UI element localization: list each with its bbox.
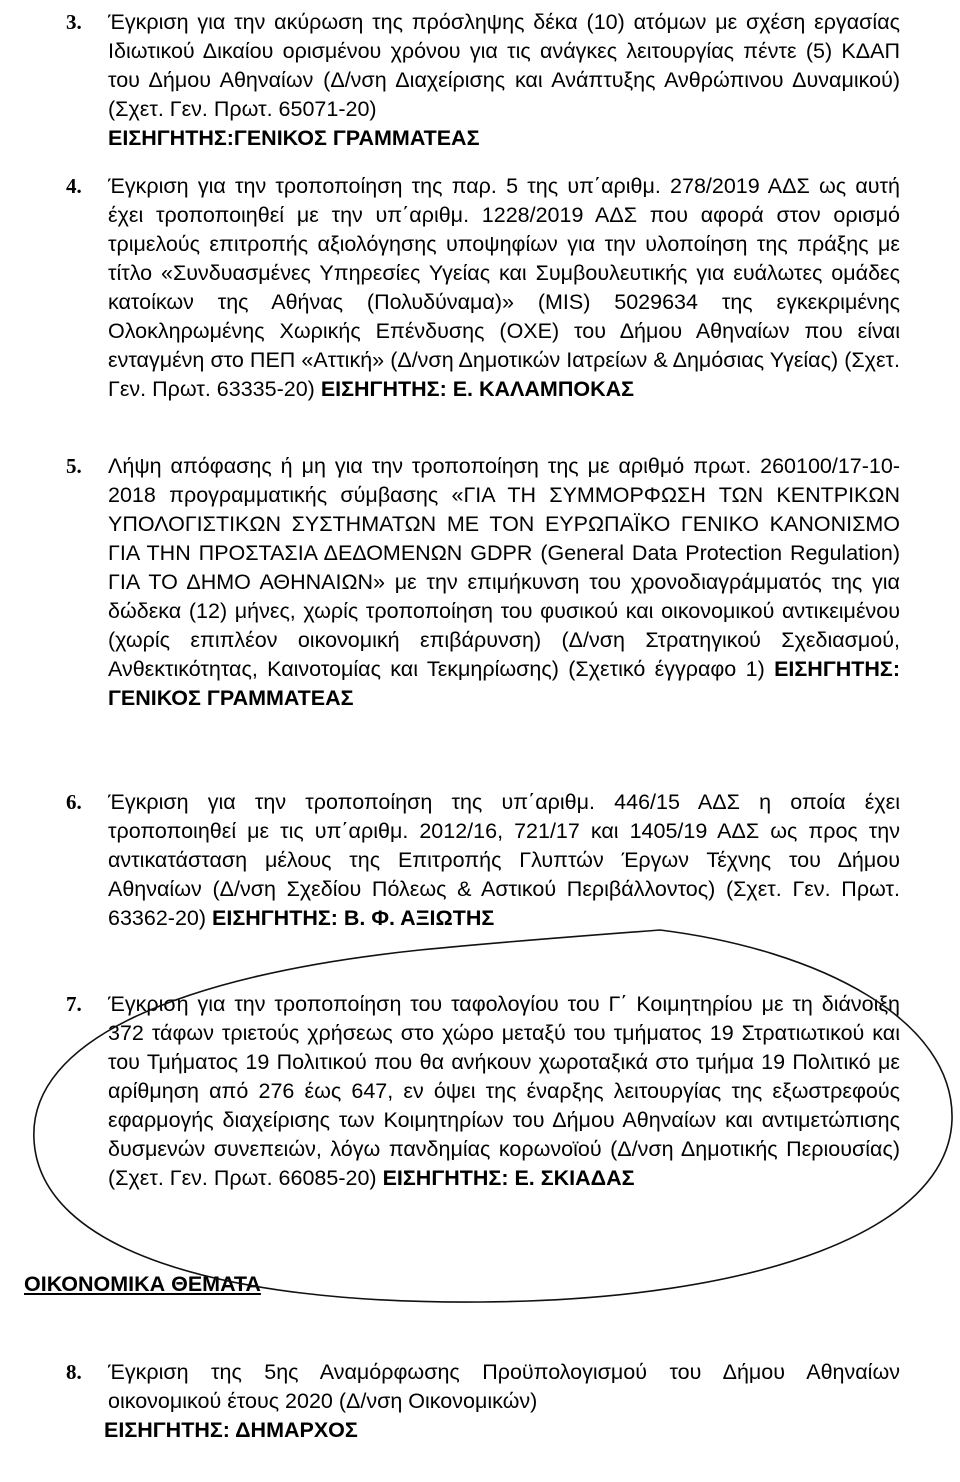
item-text: Έγκριση για την τροποποίηση του ταφολογίου του Γ΄ Κοιμητηρίου με τη διάνοιξη 372 τάφων τριετούς χρήσεως στο χώρο μεταξύ του τμήματος 19 Στρατιωτικού και του Τμήματος 19 Πολιτικού που θα ανήκουν χωροταξικά στο τμήμα 19 Πολιτικό με αρίθμηση από 276 έως 647, εν όψει της έναρξης λειτουργίας της εξωστρεφούς εφαρμογής διαχείρισης των Κοιμητηρίων του Δήμου Αθηναίων και αντιμετώπισης δυσμενών συνεπειών, λόγω πανδημίας κορωνοϊού (Δ/νση Δημοτικής Περιουσίας) (Σχετ. Γεν. Πρωτ. 66085-20) <box>108 992 900 1190</box>
item-rapporteur: ΕΙΣΗΓΗΤΗΣ: ΓΕΝΙΚΟΣ ΓΡΑΜΜΑΤΕΑΣ <box>108 657 900 710</box>
item-rapporteur: ΕΙΣΗΓΗΤΗΣ: Ε. ΣΚΙΑΔΑΣ <box>382 1166 635 1190</box>
item-body <box>108 990 900 1193</box>
item-rapporteur: ΕΙΣΗΓΗΤΗΣ: Β. Φ. ΑΞΙΩΤΗΣ <box>212 906 495 930</box>
agenda-item-3 <box>66 8 900 153</box>
item-rapporteur: ΕΙΣΗΓΗΤΗΣ:ΓΕΝΙΚΟΣ ΓΡΑΜΜΑΤΕΑΣ <box>108 126 480 150</box>
item-text: Έγκριση για την τροποποίηση της παρ. 5 της υπ΄αριθμ. 278/2019 ΑΔΣ ως αυτή έχει τροποποιηθεί με την υπ΄αριθμ. 1228/2019 ΑΔΣ που αφορά στον ορισμό τριμελούς επιτροπής αξιολόγησης υποψηφίων για την υλοποίηση της πράξης με τίτλο «Συνδυασμένες Υπηρεσίες Υγείας και Συμβουλευτικής για ευάλωτες ομάδες κατοίκων της Αθήνας (Πολυδύναμα)» (MIS) 5029634 της εγκεκριμένης Ολοκληρωμένης Χωρικής Επένδυσης (ΟΧΕ) του Δήμου Αθηναίων που είναι ενταγμένη στο ΠΕΠ «Αττική» (Δ/νση Δημοτικών Ιατρείων & Δημόσιας Υγείας) (Σχετ. Γεν. Πρωτ. 63335-20) <box>108 174 900 401</box>
item-body <box>108 8 900 153</box>
agenda-item-5 <box>66 452 900 713</box>
item-text: Έγκριση για την τροποποίηση της υπ΄αριθμ. 446/15 ΑΔΣ η οποία έχει τροποποιηθεί με τις υπ΄αριθμ. 2012/16, 721/17 και 1405/19 ΑΔΣ ως προς την αντικατάσταση μέλους της Επιτροπής Γλυπτών Έργων Τέχνης του Δήμου Αθηναίων (Δ/νση Σχεδίου Πόλεως & Αστικού Περιβάλλοντος) (Σχετ. Γεν. Πρωτ. 63362-20) <box>108 790 900 930</box>
item-number: 7. <box>66 992 82 1016</box>
section-heading: ΟΙΚΟΝΟΜΙΚΑ ΘΕΜΑΤΑ <box>24 1272 261 1296</box>
item-text: Έγκριση για την ακύρωση της πρόσληψης δέκα (10) ατόμων με σχέση εργασίας Ιδιωτικού Δικαίου ορισμένου χρόνου για τις ανάγκες λειτουργίας πέντε (5) ΚΔΑΠ του Δήμου Αθηναίων (Δ/νση Διαχείρισης και Ανάπτυξης Ανθρώπινου Δυναμικού) (Σχετ. Γεν. Πρωτ. 65071-20) <box>108 10 900 121</box>
agenda-item-7 <box>66 990 900 1193</box>
item-number: 4. <box>66 174 82 198</box>
agenda-item-8 <box>66 1358 900 1445</box>
item-body <box>108 1358 900 1416</box>
item-body <box>108 452 900 713</box>
item-number: 8. <box>66 1360 82 1384</box>
item-text: Έγκριση της 5ης Αναμόρφωσης Προϋπολογισμού του Δήμου Αθηναίων οικονομικού έτους 2020 (Δ/νση Οικονομικών) <box>108 1360 900 1413</box>
item-number: 3. <box>66 10 82 34</box>
item-text: Λήψη απόφασης ή μη για την τροποποίηση της με αριθμό πρωτ. 260100/17-10-2018 προγραμματικής σύμβασης «ΓΙΑ ΤΗ ΣΥΜΜΟΡΦΩΣΗ ΤΩΝ ΚΕΝΤΡΙΚΩΝ ΥΠΟΛΟΓΙΣΤΙΚΩΝ ΣΥΣΤΗΜΑΤΩΝ ΜΕ ΤΟΝ ΕΥΡΩΠΑΪΚΟ ΓΕΝΙΚΟ ΚΑΝΟΝΙΣΜΟ ΓΙΑ ΤΗΝ ΠΡΟΣΤΑΣΙΑ ΔΕΔΟΜΕΝΩΝ GDPR (General Data Protection Regulation) ΓΙΑ ΤΟ ΔΗΜΟ ΑΘΗΝΑΙΩΝ» με την επιμήκυνση του χρονοδιαγράμματός της για δώδεκα (12) μήνες, χωρίς τροποποίηση του φυσικού και οικονομικού αντικειμένου (χωρίς επιπλέον οικονομική επιβάρυνση) (Δ/νση Στρατηγικού Σχεδιασμού, Ανθεκτικότητας, Καινοτομίας και Τεκμηρίωσης) (Σχετικό έγγραφο 1) <box>108 454 900 681</box>
item-number: 5. <box>66 454 82 478</box>
item-body <box>108 788 900 933</box>
item-rapporteur: ΕΙΣΗΓΗΤΗΣ: Ε. ΚΑΛΑΜΠΟΚΑΣ <box>320 377 635 401</box>
agenda-item-6 <box>66 788 900 933</box>
agenda-item-4 <box>66 172 900 404</box>
item-body <box>108 172 900 404</box>
item-rapporteur: ΕΙΣΗΓΗΤΗΣ: ΔΗΜΑΡΧΟΣ <box>104 1418 358 1442</box>
item-number: 6. <box>66 790 82 814</box>
